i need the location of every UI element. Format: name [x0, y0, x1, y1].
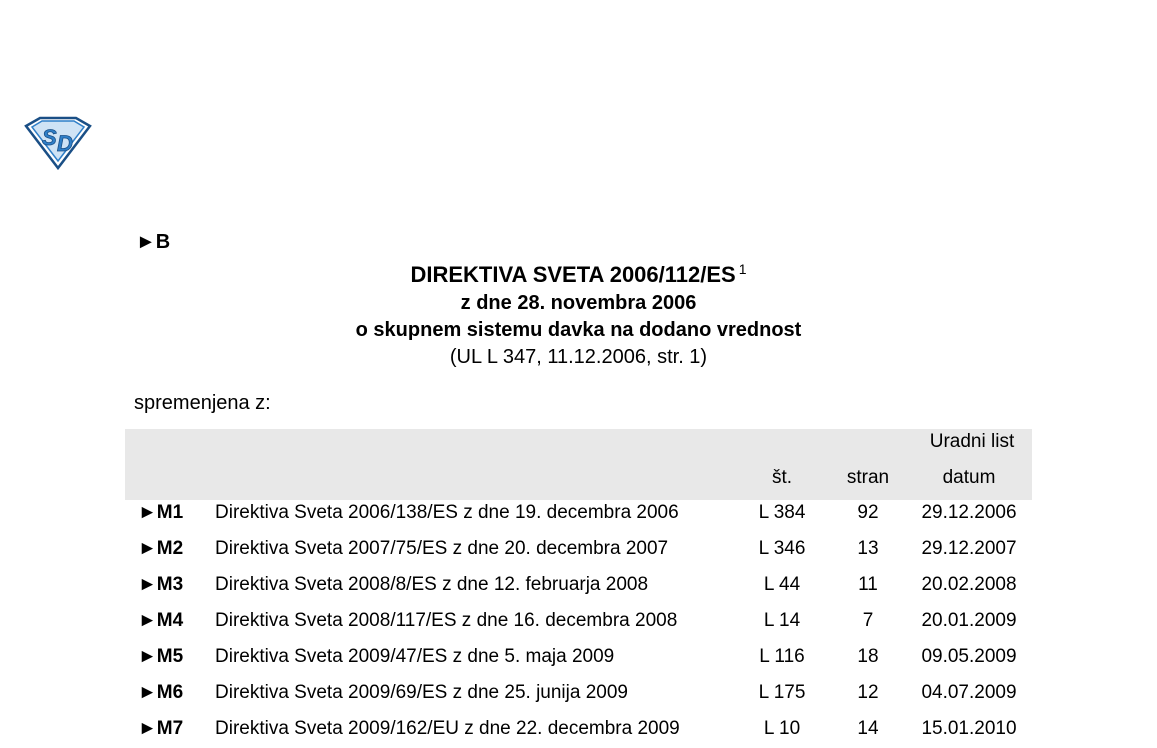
amendments-table-header: [125, 429, 1032, 500]
footnote-ref[interactable]: 1: [738, 261, 747, 277]
journal-page: 92: [857, 502, 879, 523]
table-row: [0, 640, 1157, 676]
table-row: [0, 496, 1157, 532]
document-subject: o skupnem sistemu davka na dodano vrednost: [355, 319, 802, 341]
document-date: z dne 28. novembra 2006: [460, 292, 697, 314]
journal-page: 11: [858, 574, 878, 595]
journal-date: 20.02.2008: [921, 574, 1017, 595]
table-row: [0, 532, 1157, 568]
journal-number: L 44: [763, 574, 801, 595]
amendment-document: Direktiva Sveta 2007/75/ES z dne 20. decembra 2007: [215, 538, 669, 559]
amendment-marker[interactable]: ►M3: [138, 574, 184, 595]
table-row: [0, 568, 1157, 604]
svg-text:D: D: [57, 131, 73, 156]
amendment-marker[interactable]: ►M6: [138, 682, 184, 703]
amendment-marker[interactable]: ►M7: [138, 718, 184, 739]
amendment-document: Direktiva Sveta 2009/47/ES z dne 5. maja 2009: [215, 646, 615, 667]
amendment-marker[interactable]: ►M4: [138, 610, 184, 631]
amendment-document: Direktiva Sveta 2009/162/EU z dne 22. decembra 2009: [215, 718, 680, 739]
document-title-text: DIREKTIVA SVETA 2006/112/ES: [410, 262, 736, 287]
amendment-marker[interactable]: ►M1: [138, 502, 184, 523]
journal-date: 04.07.2009: [921, 682, 1017, 703]
journal-date: 09.05.2009: [921, 646, 1017, 667]
table-row: [0, 604, 1157, 640]
journal-page: 13: [857, 538, 879, 559]
sd-logo-icon: [22, 116, 94, 172]
journal-date: 20.01.2009: [921, 610, 1017, 631]
journal-date: 29.12.2007: [921, 538, 1017, 559]
amendment-document: Direktiva Sveta 2008/8/ES z dne 12. februarja 2008: [215, 574, 649, 595]
amendment-marker[interactable]: ►M5: [138, 646, 184, 667]
amendment-marker[interactable]: ►M2: [138, 538, 184, 559]
amendment-document: Direktiva Sveta 2009/69/ES z dne 25. junija 2009: [215, 682, 628, 703]
header-official-journal: Uradni list: [929, 431, 1015, 452]
journal-date: 15.01.2010: [921, 718, 1017, 739]
journal-number: L 14: [763, 610, 801, 631]
document-title: [0, 254, 1157, 290]
header-date: datum: [942, 467, 996, 488]
table-row: [0, 676, 1157, 712]
amendment-document: Direktiva Sveta 2008/117/ES z dne 16. decembra 2008: [215, 610, 678, 631]
document-title-block: [0, 254, 1157, 370]
journal-number: L 384: [758, 502, 806, 523]
header-page: stran: [846, 467, 890, 488]
journal-number: L 10: [763, 718, 801, 739]
journal-page: 14: [857, 718, 879, 739]
journal-number: L 116: [759, 646, 805, 667]
amendment-document: Direktiva Sveta 2006/138/ES z dne 19. decembra 2006: [215, 502, 679, 523]
header-number: št.: [771, 467, 793, 488]
amendments-table-body: [0, 496, 1157, 748]
journal-page: 7: [862, 610, 874, 631]
svg-text:S: S: [42, 125, 57, 150]
journal-number: L 346: [758, 538, 806, 559]
journal-page: 18: [857, 646, 879, 667]
journal-number: L 175: [758, 682, 806, 703]
journal-date: 29.12.2006: [921, 502, 1017, 523]
amended-by-label: spremenjena z:: [134, 392, 271, 414]
marker-b: ►B: [136, 231, 171, 253]
document-reference: (UL L 347, 11.12.2006, str. 1): [449, 346, 708, 368]
journal-page: 12: [857, 682, 879, 703]
